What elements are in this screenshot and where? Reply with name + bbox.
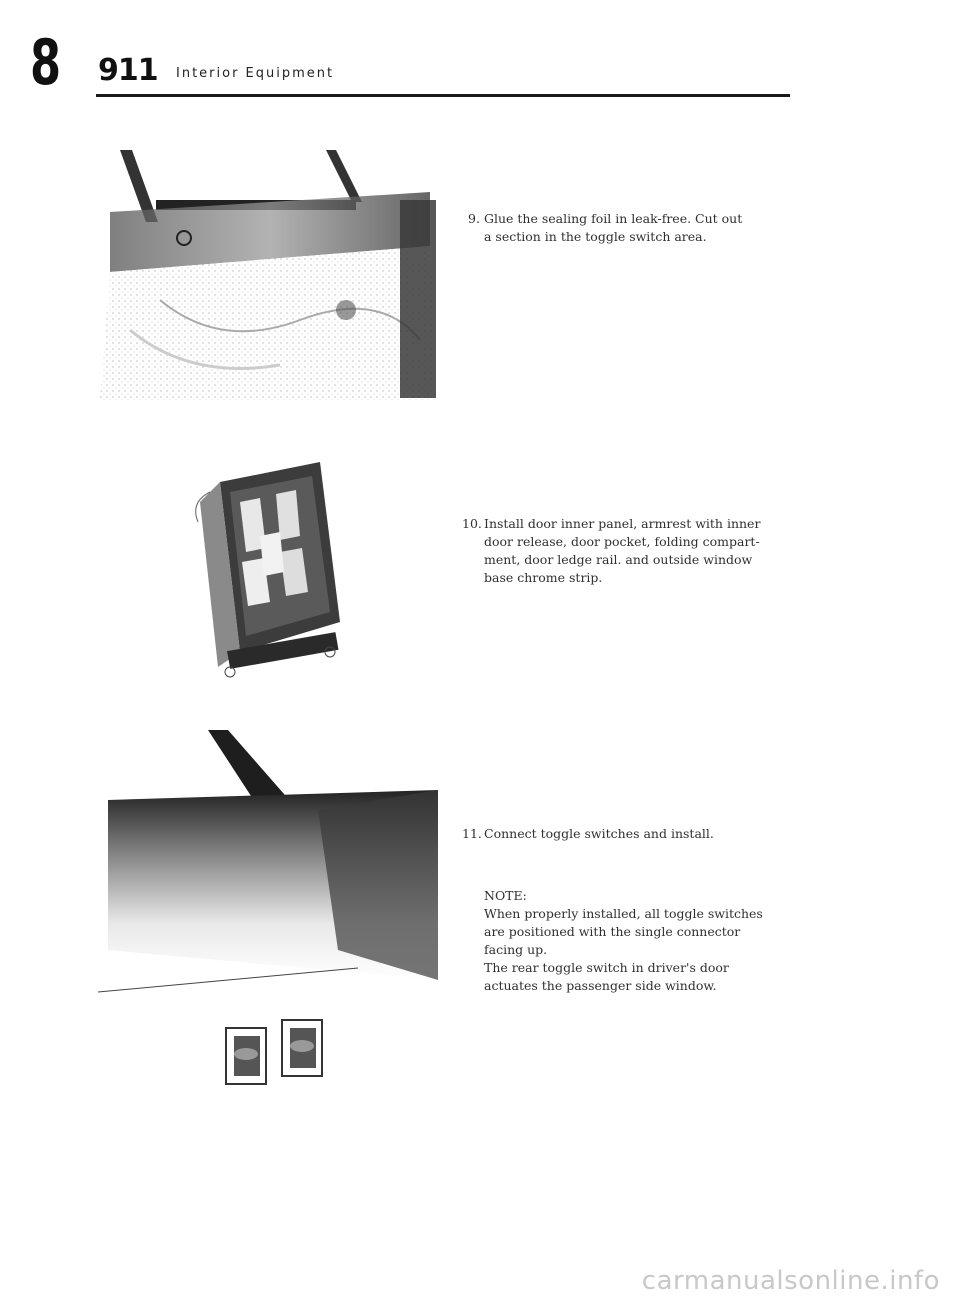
installed-switches-photo bbox=[98, 730, 438, 1102]
step-number: 10. bbox=[462, 516, 482, 531]
sealing-foil-photo bbox=[100, 150, 438, 402]
chapter-number: 8 bbox=[30, 26, 62, 99]
note-label: NOTE: bbox=[484, 888, 527, 903]
note-text: When properly installed, all toggle switches are positioned with the single connector facing up. The rear toggle switch in driver's door actuates the passenger side window. bbox=[484, 906, 763, 993]
step-text: Glue the sealing foil in leak-free. Cut out a section in the toggle switch area. bbox=[484, 211, 743, 244]
section-title: Interior Equipment bbox=[176, 66, 335, 81]
watermark: carmanualsonline.info bbox=[641, 1266, 940, 1296]
header-rule bbox=[96, 94, 790, 97]
step-text: Connect toggle switches and install. bbox=[484, 826, 714, 841]
toggle-switch-photo bbox=[180, 452, 350, 690]
step-number: 9. bbox=[468, 211, 480, 226]
step-number: 11. bbox=[462, 826, 482, 841]
model-label: 911 bbox=[98, 53, 158, 88]
step-text: Install door inner panel, armrest with inner door release, door pocket, folding compart- ment, door ledge rail. and outside window base chrome strip. bbox=[484, 516, 761, 585]
note-block bbox=[484, 887, 844, 995]
page-header bbox=[0, 0, 960, 110]
